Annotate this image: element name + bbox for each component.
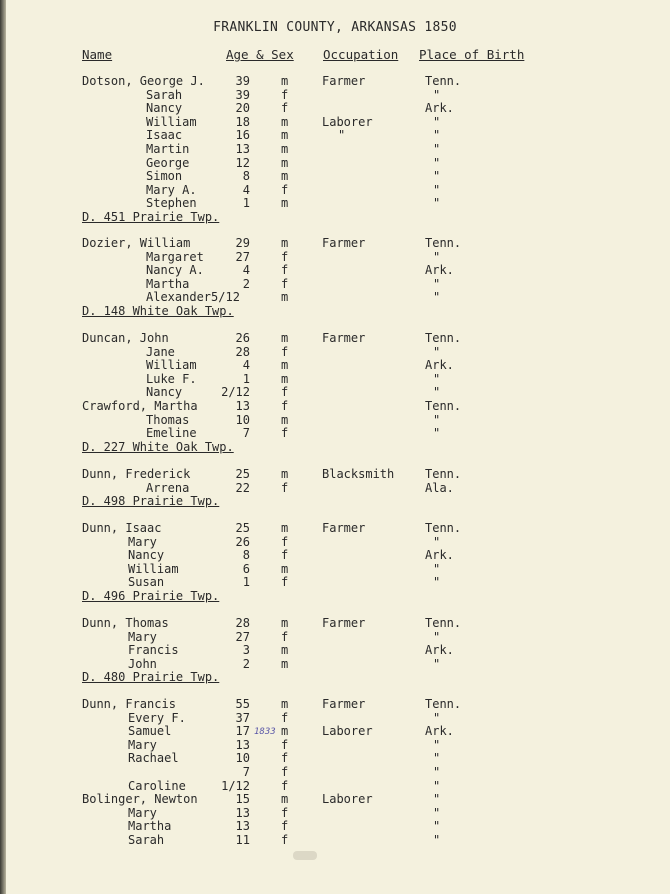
person-name: Emeline [146,426,197,441]
person-place-of-birth: Ala. [425,480,454,495]
person-age: 25 [235,521,250,535]
person-row [0,251,670,265]
person-row [0,563,670,577]
person-name: Thomas [146,412,190,427]
person-row [0,170,670,184]
person-row [0,631,670,645]
person-sex: f [281,101,289,116]
person-sex: f [281,805,289,820]
person-occupation: Blacksmith [322,467,395,481]
person-place-of-birth: " [433,737,441,752]
person-place-of-birth: " [433,87,441,102]
person-name: Nancy [128,548,165,563]
person-row [0,373,670,387]
person-age: 13 [235,141,250,156]
person-place-of-birth: " [433,426,441,441]
person-row [0,780,670,794]
person-name: Arrena [146,480,190,495]
person-age: 7 [242,764,250,779]
person-place-of-birth: Tenn. [425,467,462,481]
person-name: Dunn, Isaac [82,521,162,535]
person-row [0,346,670,360]
person-name: Nancy [146,101,183,116]
person-row [0,698,670,712]
person-row [0,102,670,116]
person-sex: f [281,480,289,495]
person-occupation: Farmer [322,331,366,345]
person-sex: m [281,290,289,305]
person-age: 13 [235,805,250,820]
person-name: Duncan, John [82,331,169,345]
person-place-of-birth: Ark. [425,358,454,373]
person-age: 4 [242,263,250,278]
person-sex: m [281,656,289,671]
person-age: 4 [242,182,250,197]
person-place-of-birth: " [433,575,441,590]
person-place-of-birth: Ark. [425,643,454,658]
person-name: Martha [146,276,190,291]
person-name: Dozier, William [82,236,191,250]
person-row [0,658,670,672]
person-age: 2 [242,656,250,671]
person-sex: f [281,737,289,752]
person-name: Simon [146,169,183,184]
person-age: 39 [235,74,250,88]
person-age: 18 [235,114,250,129]
person-sex: m [281,128,289,143]
person-sex: m [281,697,289,711]
person-row [0,482,670,496]
person-sex: m [281,467,289,481]
person-age: 3 [242,643,250,658]
person-place-of-birth: " [433,412,441,427]
person-age: 4 [242,358,250,373]
person-row [0,129,670,143]
header-occupation: Occupation [323,47,399,62]
person-place-of-birth: " [433,344,441,359]
person-row [0,752,670,766]
person-name: Bolinger, Newton [82,792,198,807]
person-place-of-birth: Tenn. [425,398,462,413]
person-occupation: Laborer [322,114,373,129]
person-name: Samuel [128,724,172,739]
person-row [0,332,670,346]
dwelling-location: D. 148 White Oak Twp. [82,303,234,318]
person-sex: f [281,426,289,441]
person-row [0,576,670,590]
person-sex: m [281,331,289,345]
dwelling-row [0,305,670,319]
person-name: Alexander5/12 [146,290,240,305]
person-row [0,712,670,726]
person-occupation: Farmer [322,521,366,535]
person-age: 39 [235,87,250,102]
person-row [0,386,670,400]
person-occupation: " [338,128,346,143]
dwelling-location: D. 498 Prairie Twp. [82,494,220,509]
person-row [0,834,670,848]
person-place-of-birth: " [433,751,441,766]
person-name: Isaac [146,128,183,143]
person-row [0,793,670,807]
person-place-of-birth: " [433,534,441,549]
person-name: John [128,656,157,671]
person-place-of-birth: " [433,764,441,779]
person-occupation: Laborer [322,724,373,739]
person-occupation: Farmer [322,236,366,250]
person-row [0,278,670,292]
person-row [0,725,670,739]
person-sex: f [281,87,289,102]
person-name: Crawford, Martha [82,398,198,413]
person-age: 11 [235,832,250,847]
person-row [0,522,670,536]
person-place-of-birth: " [433,114,441,129]
person-name: William [146,358,197,373]
person-name: Dunn, Francis [82,697,176,711]
person-name: Susan [128,575,165,590]
person-name: Every F. [128,710,186,725]
dwelling-row [0,211,670,225]
person-age: 2 [242,276,250,291]
person-row [0,143,670,157]
person-place-of-birth: " [433,169,441,184]
page-stamp [293,851,317,860]
person-place-of-birth: " [433,249,441,264]
person-name: William [146,114,197,129]
person-age: 27 [235,249,250,264]
person-place-of-birth: " [433,819,441,834]
person-sex: f [281,534,289,549]
dwelling-location: D. 480 Prairie Twp. [82,670,220,685]
family-block [0,617,670,685]
person-place-of-birth: " [433,710,441,725]
person-sex: f [281,778,289,793]
person-age: 22 [235,480,250,495]
person-name: Mary [128,534,157,549]
person-age: 1/12 [221,778,250,793]
person-sex: f [281,751,289,766]
person-sex: m [281,236,289,250]
person-age: 6 [242,561,250,576]
person-place-of-birth: Ark. [425,724,454,739]
person-sex: m [281,561,289,576]
person-row [0,264,670,278]
person-place-of-birth: " [433,805,441,820]
family-block [0,75,670,225]
person-row [0,549,670,563]
person-occupation: Farmer [322,74,366,88]
person-sex: m [281,521,289,535]
header-age-sex: Age & Sex [226,47,294,62]
person-row [0,536,670,550]
person-place-of-birth: " [433,792,441,807]
person-age: 20 [235,101,250,116]
person-row [0,414,670,428]
person-name: Mary [128,737,157,752]
person-age: 12 [235,155,250,170]
person-name: William [128,561,179,576]
person-place-of-birth: Tenn. [425,521,462,535]
person-age: 13 [235,737,250,752]
person-place-of-birth: Ark. [425,548,454,563]
person-age: 7 [242,426,250,441]
person-row [0,89,670,103]
person-name: Francis [128,643,179,658]
header-name: Name [82,47,113,62]
person-place-of-birth: " [433,290,441,305]
person-place-of-birth: Tenn. [425,697,462,711]
person-name: George [146,155,190,170]
person-sex: m [281,371,289,386]
dwelling-row [0,590,670,604]
person-sex: m [281,724,289,739]
person-sex: f [281,276,289,291]
person-sex: m [281,141,289,156]
person-age: 16 [235,128,250,143]
person-age: 27 [235,629,250,644]
header-place-of-birth: Place of Birth [419,47,525,62]
person-sex: m [281,792,289,807]
pencil-note: 1833 [254,727,276,738]
person-sex: m [281,358,289,373]
person-name: Dunn, Frederick [82,467,191,481]
person-age: 15 [235,792,250,807]
person-place-of-birth: " [433,778,441,793]
person-sex: f [281,385,289,400]
person-age: 10 [235,751,250,766]
person-age: 1 [242,575,250,590]
person-place-of-birth: " [433,832,441,847]
person-row [0,766,670,780]
person-name: Rachael [128,751,179,766]
person-name: Dotson, George J. [82,74,205,88]
person-sex: m [281,616,289,630]
person-name: Martin [146,141,190,156]
person-sex: f [281,344,289,359]
person-place-of-birth: " [433,276,441,291]
person-sex: f [281,575,289,590]
person-row [0,75,670,89]
person-name: Dunn, Thomas [82,616,169,630]
person-age: 37 [235,710,250,725]
person-row [0,644,670,658]
person-row [0,157,670,171]
person-sex: f [281,819,289,834]
dwelling-location: D. 496 Prairie Twp. [82,588,220,603]
person-name: Caroline [128,778,186,793]
person-name: Mary A. [146,182,197,197]
person-sex: f [281,263,289,278]
person-row [0,116,670,130]
person-place-of-birth: " [433,182,441,197]
person-age: 1 [242,196,250,211]
person-sex: m [281,643,289,658]
page-title: FRANKLIN COUNTY, ARKANSAS 1850 [213,20,457,35]
person-occupation: Farmer [322,616,366,630]
person-age: 25 [235,467,250,481]
person-place-of-birth: Tenn. [425,236,462,250]
person-age: 13 [235,398,250,413]
person-sex: f [281,832,289,847]
person-sex: f [281,629,289,644]
family-block [0,332,670,454]
person-place-of-birth: " [433,196,441,211]
person-age: 28 [235,616,250,630]
dwelling-location: D. 451 Prairie Twp. [82,209,220,224]
person-row [0,184,670,198]
person-name: Jane [146,344,175,359]
person-place-of-birth: Tenn. [425,74,462,88]
family-block [0,698,670,848]
person-sex: f [281,710,289,725]
person-row [0,617,670,631]
person-row [0,400,670,414]
person-row [0,468,670,482]
person-sex: f [281,182,289,197]
person-age: 10 [235,412,250,427]
person-sex: m [281,74,289,88]
person-place-of-birth: " [433,656,441,671]
person-row [0,427,670,441]
person-age: 17 [235,724,250,739]
dwelling-row [0,671,670,685]
person-age: 26 [235,534,250,549]
person-place-of-birth: " [433,155,441,170]
person-age: 13 [235,819,250,834]
person-sex: m [281,196,289,211]
person-row [0,739,670,753]
person-name: Stephen [146,196,197,211]
person-age: 29 [235,236,250,250]
person-row [0,359,670,373]
person-age: 2/12 [221,385,250,400]
person-place-of-birth: " [433,141,441,156]
person-name: Martha [128,819,172,834]
dwelling-location: D. 227 White Oak Twp. [82,439,234,454]
person-row [0,807,670,821]
person-place-of-birth: " [433,385,441,400]
person-sex: m [281,114,289,129]
person-name: Sarah [128,832,165,847]
person-name: Margaret [146,249,204,264]
person-age: 8 [242,169,250,184]
person-occupation: Farmer [322,697,366,711]
person-age: 55 [235,697,250,711]
person-row [0,237,670,251]
person-sex: f [281,249,289,264]
dwelling-row [0,441,670,455]
person-sex: m [281,155,289,170]
person-place-of-birth: " [433,561,441,576]
person-place-of-birth: " [433,629,441,644]
person-place-of-birth: Tenn. [425,616,462,630]
person-occupation: Laborer [322,792,373,807]
person-age: 8 [242,548,250,563]
person-place-of-birth: " [433,371,441,386]
person-sex: f [281,548,289,563]
family-block [0,522,670,604]
person-age: 28 [235,344,250,359]
family-block [0,468,670,509]
person-name: Nancy A. [146,263,204,278]
person-sex: m [281,169,289,184]
person-place-of-birth: Ark. [425,263,454,278]
person-name: Mary [128,805,157,820]
person-place-of-birth: " [433,128,441,143]
family-block [0,237,670,319]
person-place-of-birth: Ark. [425,101,454,116]
person-name: Nancy [146,385,183,400]
person-sex: m [281,412,289,427]
person-row [0,820,670,834]
person-age: 1 [242,371,250,386]
dwelling-row [0,495,670,509]
person-place-of-birth: Tenn. [425,331,462,345]
person-name: Sarah [146,87,183,102]
person-row [0,291,670,305]
person-name: Luke F. [146,371,197,386]
person-name: Mary [128,629,157,644]
person-row [0,197,670,211]
person-sex: f [281,764,289,779]
person-age: 26 [235,331,250,345]
person-sex: f [281,398,289,413]
